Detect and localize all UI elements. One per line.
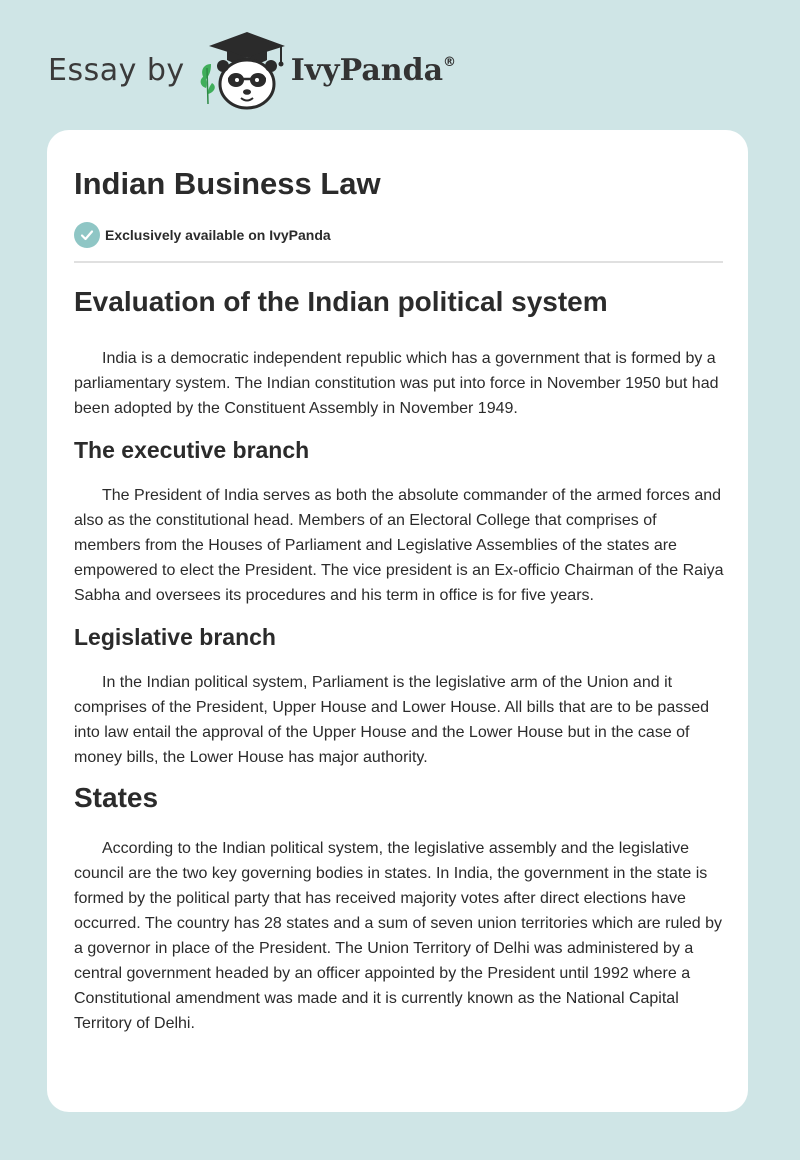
panda-mascot-icon [197, 28, 291, 112]
exclusive-badge-label: Exclusively available on IvyPanda [105, 227, 331, 243]
section-heading: Legislative branch [74, 624, 276, 650]
section-heading: States [74, 782, 159, 813]
divider [74, 261, 723, 263]
brand-name: IvyPanda® [290, 52, 457, 88]
section-paragraph: In the Indian political system, Parliament is the legislative arm of the Union and it comprises of the President, Upper House and Lower House. All bills that are to be passed into law entail the approval of the Upper House and the Lower House but in the case of money bills, the Lower House has major authority. [74, 674, 710, 766]
essay-card [47, 130, 748, 1112]
essay-by-label: Essay by [48, 52, 185, 88]
exclusive-badge [74, 222, 331, 248]
registered-mark: ® [443, 54, 457, 70]
leaf-icon [200, 64, 214, 104]
page-title: Indian Business Law [74, 166, 381, 201]
section-paragraph: India is a democratic independent republic which has a government that is formed by a parliamentary system. The Indian constitution was put into force in November 1950 but had been adopted by the Constituent Assembly in November 1949. [74, 350, 719, 417]
section-heading: The executive branch [74, 437, 310, 463]
section-heading: Evaluation of the Indian political system [74, 286, 608, 317]
section-paragraph: According to the Indian political system, the legislative assembly and the legislative council are the two key governing bodies in states. In India, the government in the state is formed by the political party that has received majority votes after direct elections have occurred. The country has 28 states and a sum of seven union territories which are ruled by a governor in place of the President. The Union Territory of Delhi was administered by a central government headed by an officer appointed by the President until 1992 where a Constitutional amendment was made and it is currently known as the National Capital Territory of Delhi. [74, 840, 723, 1032]
essay-body [74, 280, 724, 1036]
section-paragraph: The President of India serves as both the absolute commander of the armed forces and also as the constitutional head. Members of an Electoral College that comprises of members from the Houses of Parliament and Legislative Assemblies of the states are empowered to elect the President. The vice president is an Ex-officio Chairman of the Raiya Sabha and oversees its procedures and his term in office is for five years. [74, 487, 724, 604]
check-circle-icon [74, 222, 100, 248]
site-header [48, 28, 648, 112]
